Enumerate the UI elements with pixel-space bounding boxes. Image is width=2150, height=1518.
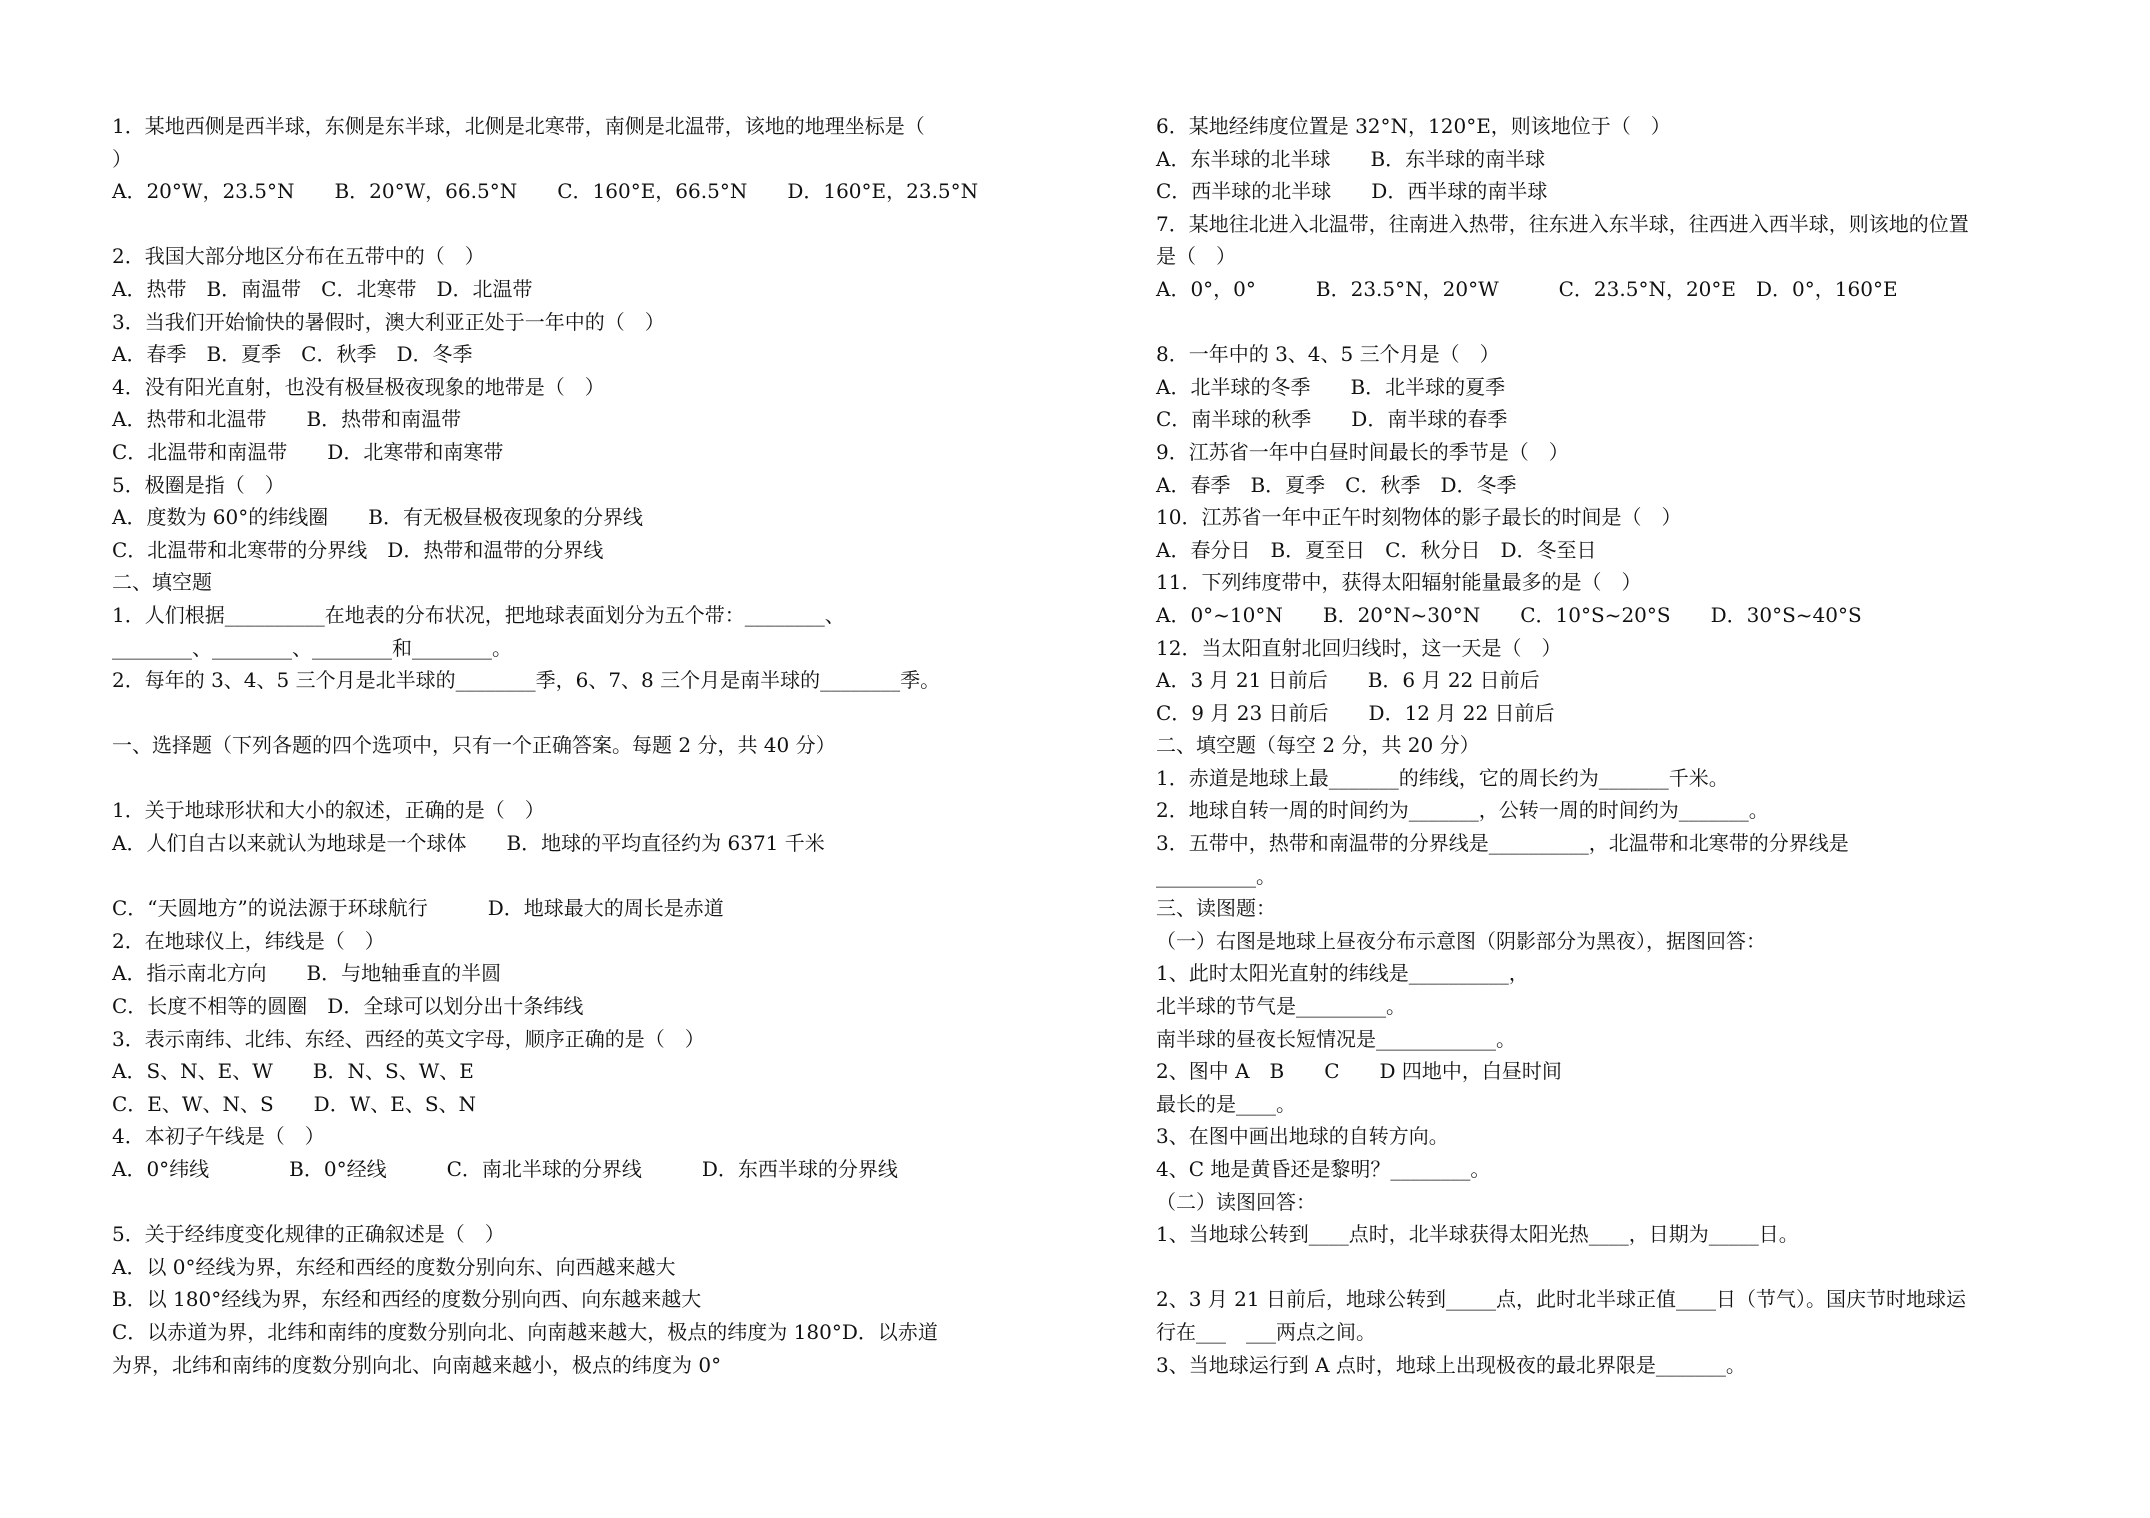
- left-text-line: C．“天圆地方”的说法源于环球航行 D．地球最大的周长是赤道: [112, 896, 724, 921]
- right-text-line: A．0°~10°N B．20°N~30°N C．10°S~20°S D．30°S~40°S: [1156, 602, 1862, 627]
- left-blank-line: [112, 1186, 1032, 1219]
- right-text-line: 1、当地球公转到____点时，北半球获得太阳光热____，日期为_____日。: [1156, 1222, 1799, 1247]
- left-text-line: 1．人们根据__________在地表的分布状况，把地球表面划分为五个带：________、: [112, 602, 845, 627]
- right-text-line: （一）右图是地球上昼夜分布示意图（阴影部分为黑夜），据图回答：: [1156, 928, 1766, 953]
- left-column: [112, 110, 1032, 1381]
- right-text-line: 1．赤道是地球上最_______的纬线，它的周长约为_______千米。: [1156, 765, 1729, 790]
- right-text-line: 4、C 地是黄昏还是黎明？________。: [1156, 1157, 1491, 1181]
- right-text-line: 二、填空题（每空 2 分，共 20 分）: [1156, 733, 1480, 758]
- left-text-line: C．长度不相等的圆圈 D．全球可以划分出十条纬线: [112, 994, 584, 1019]
- left-blank-line: [112, 762, 1032, 795]
- right-text-line: 8．一年中的 3、4、5 三个月是（ ）: [1156, 342, 1500, 367]
- right-text-line: A．北半球的冬季 B．北半球的夏季: [1156, 374, 1506, 399]
- left-text-line: 2．我国大部分地区分布在五带中的（ ）: [112, 244, 485, 269]
- left-text-line: B．以 180°经线为界，东经和西经的度数分别向西、向东越来越大: [112, 1287, 702, 1312]
- right-text-line: __________。: [1156, 863, 1276, 888]
- right-column: [1156, 110, 2076, 1381]
- left-text-line: A．指示南北方向 B．与地轴垂直的半圆: [112, 961, 502, 986]
- left-text-line: 3．表示南纬、北纬、东经、西经的英文字母，顺序正确的是（ ）: [112, 1026, 705, 1051]
- right-text-line: 9．江苏省一年中白昼时间最长的季节是（ ）: [1156, 439, 1569, 464]
- left-text-line: 5．极圈是指（ ）: [112, 472, 285, 497]
- right-text-line: 2．地球自转一周的时间约为_______，公转一周的时间约为_______。: [1156, 798, 1769, 823]
- right-text-line: 3．五带中，热带和南温带的分界线是__________，北温带和北寒带的分界线是: [1156, 831, 1849, 856]
- right-text-line: 是（ ）: [1156, 244, 1236, 269]
- left-text-line: ）: [112, 146, 132, 171]
- left-text-line: 二、填空题: [112, 570, 212, 595]
- right-blank-line: [1156, 306, 2076, 339]
- left-text-line: C．北温带和南温带 D．北寒带和南寒带: [112, 439, 504, 464]
- left-blank-line: [112, 697, 1032, 730]
- right-text-line: A．3 月 21 日前后 B．6 月 22 日前后: [1156, 668, 1540, 693]
- right-text-line: 2、3 月 21 日前后，地球公转到_____点，此时北半球正值____日（节气）。国庆节时地球运: [1156, 1287, 1966, 1312]
- right-text-line: （二）读图回答：: [1156, 1189, 1316, 1214]
- left-text-line: 2．在地球仪上，纬线是（ ）: [112, 928, 385, 953]
- left-blank-line: [112, 208, 1032, 241]
- left-text-line: A．度数为 60°的纬线圈 B．有无极昼极夜现象的分界线: [112, 505, 643, 530]
- left-text-line: C．北温带和北寒带的分界线 D．热带和温带的分界线: [112, 537, 604, 562]
- right-text-line: 1、此时太阳光直射的纬线是__________，: [1156, 961, 1529, 986]
- left-text-line: 为界，北纬和南纬的度数分别向北、向南越来越小，极点的纬度为 0°: [112, 1352, 722, 1377]
- left-text-line: 3．当我们开始愉快的暑假时，澳大利亚正处于一年中的（ ）: [112, 309, 665, 334]
- right-text-line: 北半球的节气是_________。: [1156, 994, 1406, 1019]
- right-blank-line: [1156, 1251, 2076, 1284]
- right-text-line: 三、读图题：: [1156, 896, 1276, 921]
- left-text-line: 5．关于经纬度变化规律的正确叙述是（ ）: [112, 1222, 505, 1247]
- left-text-line: A．S、N、E、W B．N、S、W、E: [112, 1059, 474, 1084]
- right-text-line: C．西半球的北半球 D．西半球的南半球: [1156, 179, 1548, 204]
- right-text-line: 最长的是____。: [1156, 1091, 1296, 1116]
- left-text-line: 4．没有阳光直射，也没有极昼极夜现象的地带是（ ）: [112, 374, 605, 399]
- left-text-line: 4．本初子午线是（ ）: [112, 1124, 325, 1149]
- right-text-line: 11．下列纬度带中，获得太阳辐射能量最多的是（ ）: [1156, 570, 1642, 595]
- left-text-line: A．0°纬线 B．0°经线 C．南北半球的分界线 D．东西半球的分界线: [112, 1157, 898, 1181]
- left-text-line: 2．每年的 3、4、5 三个月是北半球的________季，6、7、8 三个月是南半球的________季。: [112, 668, 941, 693]
- right-text-line: A．东半球的北半球 B．东半球的南半球: [1156, 146, 1546, 171]
- left-text-line: C．E、W、N、S D．W、E、S、N: [112, 1091, 477, 1116]
- left-text-line: A．20°W，23.5°N B．20°W，66.5°N C．160°E，66.5°N D．160°E，23.5°N: [112, 179, 979, 204]
- right-text-line: 3、在图中画出地球的自转方向。: [1156, 1124, 1449, 1149]
- left-text-line: C．以赤道为界，北纬和南纬的度数分别向北、向南越来越大，极点的纬度为 180°D．以赤道: [112, 1319, 938, 1344]
- right-text-line: 南半球的昼夜长短情况是____________。: [1156, 1026, 1516, 1051]
- left-blank-line: [112, 860, 1032, 893]
- right-text-line: 12．当太阳直射北回归线时，这一天是（ ）: [1156, 635, 1562, 660]
- left-text-line: A．以 0°经线为界，东经和西经的度数分别向东、向西越来越大: [112, 1254, 676, 1279]
- left-text-line: 1．某地西侧是西半球，东侧是东半球，北侧是北寒带，南侧是北温带，该地的地理坐标是（: [112, 114, 925, 138]
- right-text-line: 行在___ ___两点之间。: [1156, 1319, 1376, 1344]
- left-text-line: A．热带 B．南温带 C．北寒带 D．北温带: [112, 276, 533, 301]
- right-text-line: 10．江苏省一年中正午时刻物体的影子最长的时间是（ ）: [1156, 505, 1682, 530]
- right-text-line: C．9 月 23 日前后 D．12 月 22 日前后: [1156, 700, 1555, 725]
- left-text-line: A．春季 B．夏季 C．秋季 D．冬季: [112, 342, 473, 367]
- right-text-line: 7．某地往北进入北温带，往南进入热带，往东进入东半球，往西进入西半球，则该地的位置: [1156, 211, 1969, 236]
- right-text-line: A．春分日 B．夏至日 C．秋分日 D．冬至日: [1156, 537, 1597, 562]
- left-text-line: ________、________、________和________。: [112, 635, 512, 660]
- right-text-line: 3、当地球运行到 A 点时，地球上出现极夜的最北界限是_______。: [1156, 1352, 1746, 1377]
- right-text-line: A．春季 B．夏季 C．秋季 D．冬季: [1156, 472, 1517, 497]
- right-text-line: A．0°，0° B．23.5°N，20°W C．23.5°N，20°E D．0°，160°E: [1156, 276, 1898, 301]
- left-text-line: A．人们自古以来就认为地球是一个球体 B．地球的平均直径约为 6371 千米: [112, 831, 825, 856]
- left-text-line: 一、选择题（下列各题的四个选项中，只有一个正确答案。每题 2 分，共 40 分）: [112, 733, 836, 758]
- right-text-line: C．南半球的秋季 D．南半球的春季: [1156, 407, 1508, 432]
- right-text-line: 6．某地经纬度位置是 32°N，120°E，则该地位于（ ）: [1156, 114, 1671, 138]
- left-text-line: 1．关于地球形状和大小的叙述，正确的是（ ）: [112, 798, 545, 823]
- right-text-line: 2、图中 A B C D 四地中，白昼时间: [1156, 1059, 1562, 1084]
- left-text-line: A．热带和北温带 B．热带和南温带: [112, 407, 462, 432]
